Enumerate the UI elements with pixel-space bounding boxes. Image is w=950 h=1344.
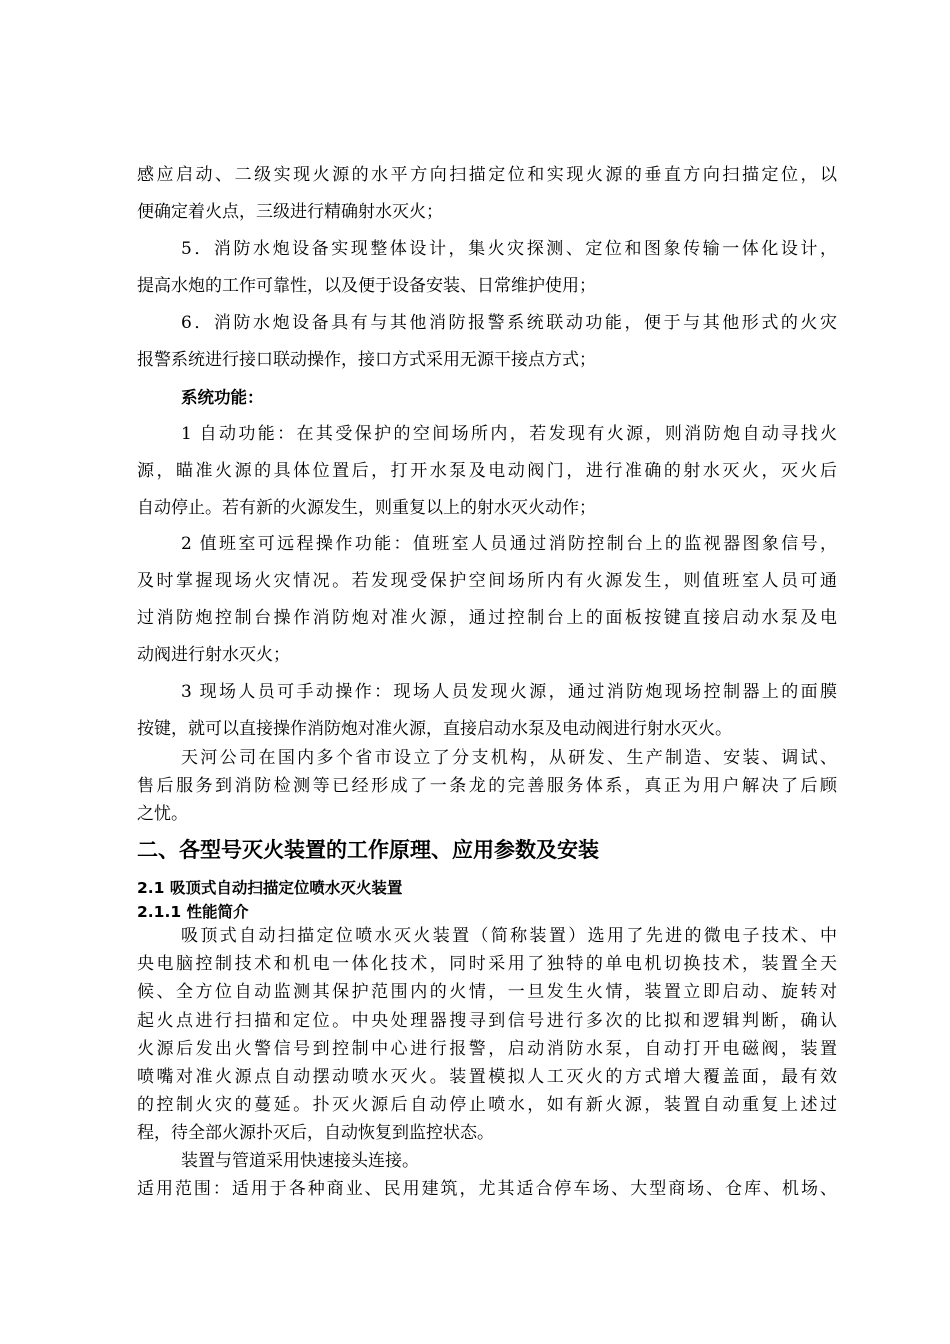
text-line: 吸顶式自动扫描定位喷水灭火装置（简称装置）选用了先进的微电子技术、中 bbox=[181, 926, 837, 946]
paragraph-item-6 bbox=[137, 305, 837, 379]
paragraph-function-1 bbox=[137, 416, 837, 527]
text-line: 及时掌握现场火灾情况。若发现受保护空间场所内有火源发生，则值班室人员可通 bbox=[137, 571, 837, 591]
text-line: 喷嘴对准火源点自动摆动喷水灭火。装置模拟人工灭火的方式增大覆盖面，最有效 bbox=[137, 1066, 837, 1087]
paragraph-intro bbox=[137, 922, 837, 1148]
paragraph-function-3 bbox=[137, 674, 837, 748]
text-line: 便确定着火点，三级进行精确射水灭火； bbox=[137, 202, 443, 222]
text-line: 售后服务到消防检测等已经形成了一条龙的完善服务体系，真正为用户解决了后顾 bbox=[137, 776, 837, 797]
text-line: 程，待全部火源扑灭后，自动恢复到监控状态。 bbox=[137, 1123, 494, 1144]
text-line: 6．消防水炮设备具有与其他消防报警系统联动功能，便于与其他形式的火灾 bbox=[181, 313, 837, 333]
paragraph-detection-levels bbox=[137, 157, 837, 231]
paragraph-scope bbox=[137, 1175, 837, 1203]
text-line: 过消防炮控制台操作消防炮对准火源，通过控制台上的面板按键直接启动水泵及电 bbox=[137, 608, 837, 628]
text-line: 报警系统进行接口联动操作，接口方式采用无源干接点方式； bbox=[137, 350, 596, 370]
text-line: 动阀进行射水灭火； bbox=[137, 645, 290, 665]
text-line: 5．消防水炮设备实现整体设计，集火灾探测、定位和图象传输一体化设计， bbox=[181, 239, 837, 259]
subsection-heading: 2.1 吸顶式自动扫描定位喷水灭火装置 bbox=[137, 879, 403, 897]
text-line: 的控制火灾的蔓延。扑灭火源后自动停止喷水，如有新火源，装置自动重复上述过 bbox=[137, 1095, 837, 1116]
text-line: 源，瞄准火源的具体位置后，打开水泵及电动阀门，进行准确的射水灭火，灭火后 bbox=[137, 461, 837, 481]
text-line: 提高水炮的工作可靠性，以及便于设备安装、日常维护使用； bbox=[137, 276, 596, 296]
text-line: 央电脑控制技术和机电一体化技术，同时采用了独特的单电机切换技术，装置全天 bbox=[137, 954, 837, 975]
text-line: 天河公司在国内多个省市设立了分支机构，从研发、生产制造、安装、调试、 bbox=[181, 748, 837, 768]
text-line: 感应启动、二级实现火源的水平方向扫描定位和实现火源的垂直方向扫描定位，以 bbox=[137, 165, 837, 185]
paragraph-company bbox=[137, 744, 837, 829]
text-line: 3 现场人员可手动操作：现场人员发现火源，通过消防炮现场控制器上的面膜 bbox=[181, 682, 837, 702]
paragraph-item-5 bbox=[137, 231, 837, 305]
text-line: 起火点进行扫描和定位。中央处理器搜寻到信号进行多次的比拟和逻辑判断，确认 bbox=[137, 1010, 837, 1031]
paragraph-connection bbox=[137, 1147, 837, 1175]
text-line: 之忧。 bbox=[137, 804, 188, 825]
section-heading: 二、各型号灭火装置的工作原理、应用参数及安装 bbox=[137, 838, 599, 862]
subsubsection-heading: 2.1.1 性能简介 bbox=[137, 903, 249, 921]
paragraph-function-2 bbox=[137, 526, 837, 674]
text-line: 按键，就可以直接操作消防炮对准火源，直接启动水泵及电动阀进行射水灭火。 bbox=[137, 719, 732, 739]
text-line: 火源后发出火警信号到控制中心进行报警，启动消防水泵，自动打开电磁阀，装置 bbox=[137, 1038, 837, 1059]
text-line: 适用范围：适用于各种商业、民用建筑，尤其适合停车场、大型商场、仓库、机场、 bbox=[137, 1179, 837, 1199]
text-line: 自动停止。若有新的火源发生，则重复以上的射水灭火动作； bbox=[137, 498, 596, 518]
text-line: 1 自动功能：在其受保护的空间场所内，若发现有火源，则消防炮自动寻找火 bbox=[181, 424, 837, 444]
heading-system-functions: 系统功能： bbox=[181, 388, 264, 407]
text-line: 装置与管道采用快速接头连接。 bbox=[181, 1151, 419, 1171]
text-line: 2 值班室可远程操作功能：值班室人员通过消防控制台上的监视器图象信号， bbox=[181, 534, 837, 554]
text-line: 候、全方位自动监测其保护范围内的火情，一旦发生火情，装置立即启动、旋转对 bbox=[137, 982, 837, 1003]
